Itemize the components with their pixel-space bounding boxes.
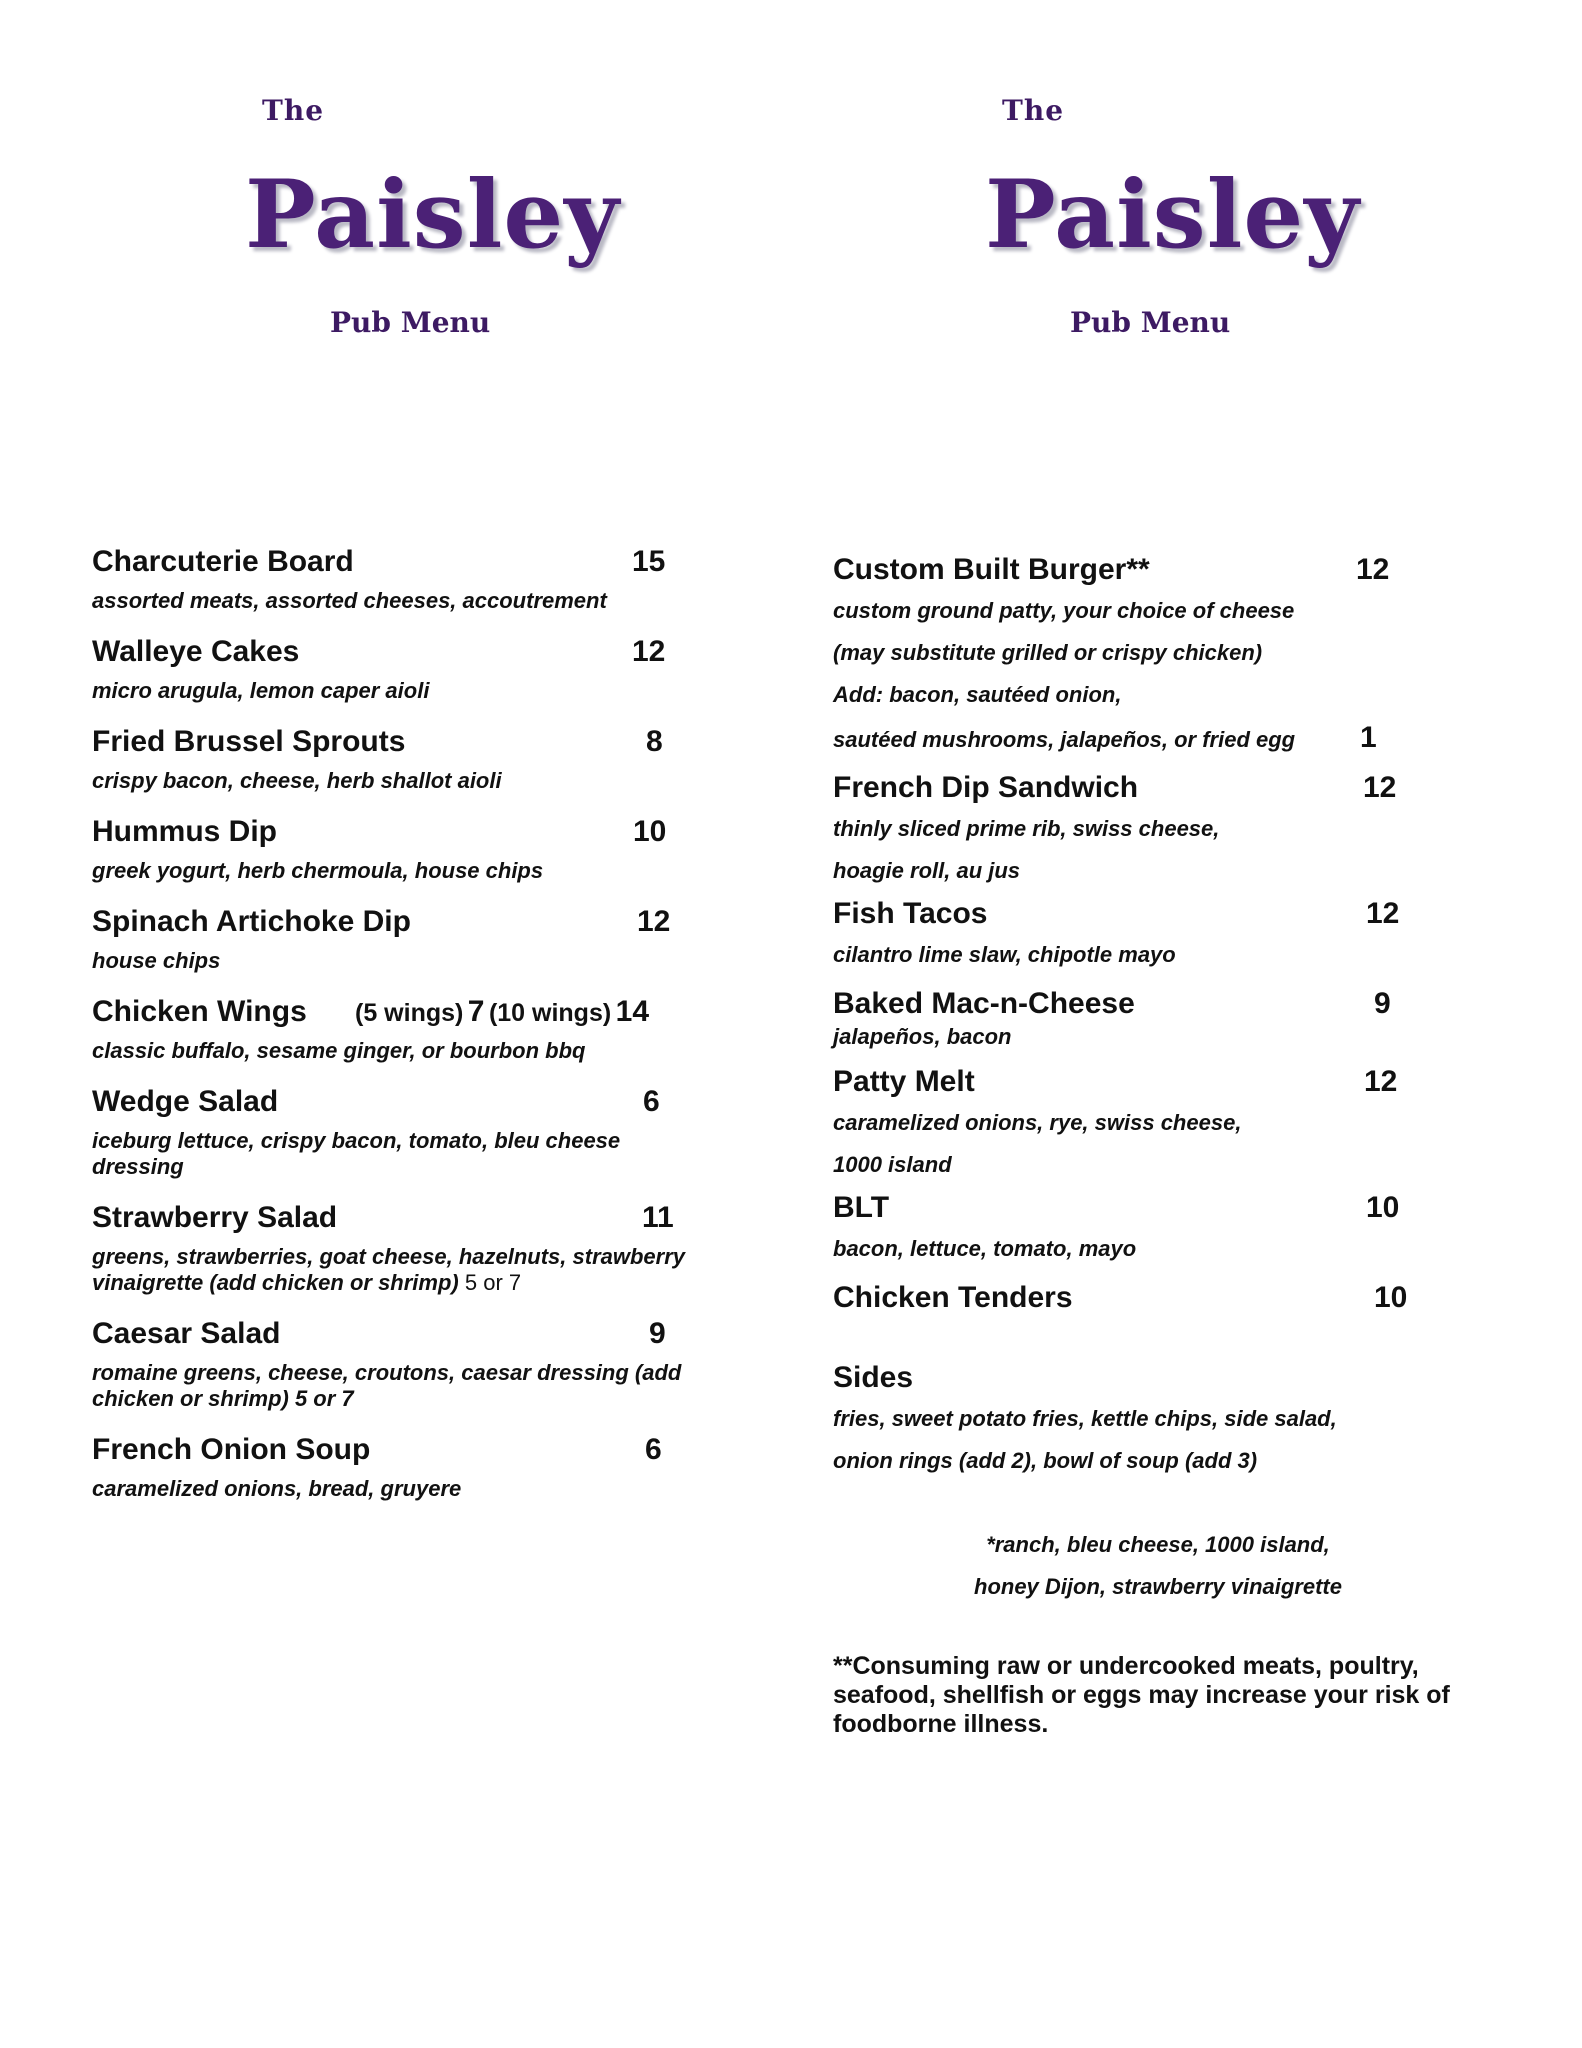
item-price: 12: [637, 905, 671, 938]
sides-description: fries, sweet potato fries, kettle chips, side salad,: [833, 1406, 1337, 1431]
item-name: French Dip Sandwich: [833, 771, 1139, 804]
dressings-note: [833, 1524, 1483, 1608]
menu-item-burger: [833, 550, 1493, 590]
item-name: BLT: [833, 1191, 890, 1224]
header-right: [920, 80, 1440, 340]
item-price: 12: [632, 635, 666, 668]
menu-item-spinach-dip: [92, 902, 732, 942]
item-description: sautéed mushrooms, jalapeños, or fried egg: [833, 727, 1296, 752]
left-menu-column: [92, 542, 732, 1502]
item-name: Fish Tacos: [833, 897, 988, 930]
item-price: 8: [646, 725, 663, 758]
header-left: [180, 80, 700, 340]
wings-option-10: (10 wings): [488, 999, 612, 1027]
item-description: micro arugula, lemon caper aioli: [92, 678, 430, 703]
item-name: French Onion Soup: [92, 1433, 371, 1466]
item-price: 9: [1374, 987, 1391, 1020]
food-safety-warning: **Consuming raw or undercooked meats, poultry, seafood, shellfish or eggs may increase your risk of foodborne illness.: [833, 1652, 1450, 1738]
menu-item-french-onion-soup: [92, 1430, 732, 1470]
menu-item-blt: [833, 1188, 1493, 1228]
item-description: assorted meats, assorted cheeses, accoutrement: [92, 588, 607, 613]
item-price: 12: [1356, 553, 1390, 586]
menu-item-mac-n-cheese: [833, 984, 1493, 1024]
wings-price-5: 7: [467, 995, 485, 1028]
dressings-line: *ranch, bleu cheese, 1000 island,: [986, 1532, 1330, 1557]
brand-name: Paisley: [985, 160, 1360, 270]
item-description: 1000 island: [833, 1152, 952, 1177]
menu-item-brussel-sprouts: [92, 722, 732, 762]
menu-item-chicken-tenders: [833, 1278, 1493, 1318]
item-name: Chicken Wings: [92, 995, 307, 1028]
wings-option-5: (5 wings): [355, 999, 464, 1027]
brand-the: The: [1002, 94, 1065, 127]
menu-item-french-dip: [833, 768, 1493, 808]
menu-item-strawberry-salad: [92, 1198, 732, 1238]
sides-heading: [833, 1358, 1493, 1398]
item-description: house chips: [92, 948, 221, 973]
item-price: 15: [632, 545, 666, 578]
menu-item-patty-melt: [833, 1062, 1493, 1102]
addon-price: 1: [1360, 721, 1377, 754]
section-title: Sides: [833, 1361, 914, 1394]
item-price: 12: [1366, 897, 1400, 930]
dressings-line: honey Dijon, strawberry vinaigrette: [974, 1574, 1342, 1599]
item-description: (may substitute grilled or crispy chicken): [833, 640, 1263, 665]
item-description: thinly sliced prime rib, swiss cheese,: [833, 816, 1220, 841]
item-name: Caesar Salad: [92, 1317, 281, 1350]
add-protein-price: 5 or 7: [464, 1270, 522, 1295]
item-price: 12: [1364, 1065, 1398, 1098]
item-description: hoagie roll, au jus: [833, 858, 1021, 883]
item-name: Wedge Salad: [92, 1085, 279, 1118]
item-price: 11: [642, 1201, 674, 1234]
item-description: iceburg lettuce, crispy bacon, tomato, bleu cheese dressing: [92, 1128, 621, 1179]
item-description: crispy bacon, cheese, herb shallot aioli: [92, 768, 502, 793]
item-description-text: greens, strawberries, goat cheese, hazelnuts, strawberry vinaigrette (add chicken or shrimp): [92, 1244, 686, 1295]
menu-item-fish-tacos: [833, 894, 1493, 934]
item-name: Patty Melt: [833, 1065, 975, 1098]
item-name: Fried Brussel Sprouts: [92, 725, 406, 758]
item-description: romaine greens, cheese, croutons, caesar dressing (add chicken or shrimp) 5 or 7: [92, 1360, 682, 1411]
item-description: classic buffalo, sesame ginger, or bourbon bbq: [92, 1038, 586, 1063]
menu-item-walleye: [92, 632, 732, 672]
menu-item-wedge-salad: [92, 1082, 732, 1122]
item-description: caramelized onions, bread, gruyere: [92, 1476, 462, 1501]
item-description: cilantro lime slaw, chipotle mayo: [833, 942, 1176, 967]
item-name: Strawberry Salad: [92, 1201, 338, 1234]
wings-options: [355, 992, 649, 1037]
menu-item-caesar-salad: [92, 1314, 732, 1354]
item-name: Charcuterie Board: [92, 545, 354, 578]
item-name: Baked Mac-n-Cheese: [833, 987, 1135, 1020]
item-description: jalapeños, bacon: [833, 1024, 1012, 1049]
right-menu-column: [833, 550, 1493, 1739]
item-description: greek yogurt, herb chermoula, house chips: [92, 858, 544, 883]
brand-the: The: [262, 94, 325, 127]
item-name: Custom Built Burger**: [833, 553, 1150, 586]
burger-addon-row: [833, 716, 1493, 764]
item-price: 12: [1363, 771, 1397, 804]
item-name: Hummus Dip: [92, 815, 278, 848]
menu-item-chicken-wings: [92, 992, 732, 1032]
menu-item-charcuterie: [92, 542, 732, 582]
item-description: Add: bacon, sautéed onion,: [833, 682, 1122, 707]
wings-price-10: 14: [615, 995, 650, 1028]
item-name: Spinach Artichoke Dip: [92, 905, 411, 938]
item-description: custom ground patty, your choice of cheese: [833, 598, 1295, 623]
item-price: 6: [643, 1085, 660, 1118]
item-price: 10: [1374, 1281, 1408, 1314]
menu-item-hummus: [92, 812, 732, 852]
menu-subtitle: Pub Menu: [1070, 306, 1231, 339]
menu-subtitle: Pub Menu: [330, 306, 491, 339]
sides-description: onion rings (add 2), bowl of soup (add 3): [833, 1448, 1258, 1473]
item-description: caramelized onions, rye, swiss cheese,: [833, 1110, 1242, 1135]
item-price: 6: [645, 1433, 662, 1466]
item-price: 10: [633, 815, 667, 848]
brand-name: Paisley: [245, 160, 620, 270]
item-name: Chicken Tenders: [833, 1281, 1073, 1314]
item-price: 9: [649, 1317, 666, 1350]
item-description: [92, 1244, 732, 1296]
item-price: 10: [1366, 1191, 1400, 1224]
item-description: bacon, lettuce, tomato, mayo: [833, 1236, 1137, 1261]
item-name: Walleye Cakes: [92, 635, 300, 668]
